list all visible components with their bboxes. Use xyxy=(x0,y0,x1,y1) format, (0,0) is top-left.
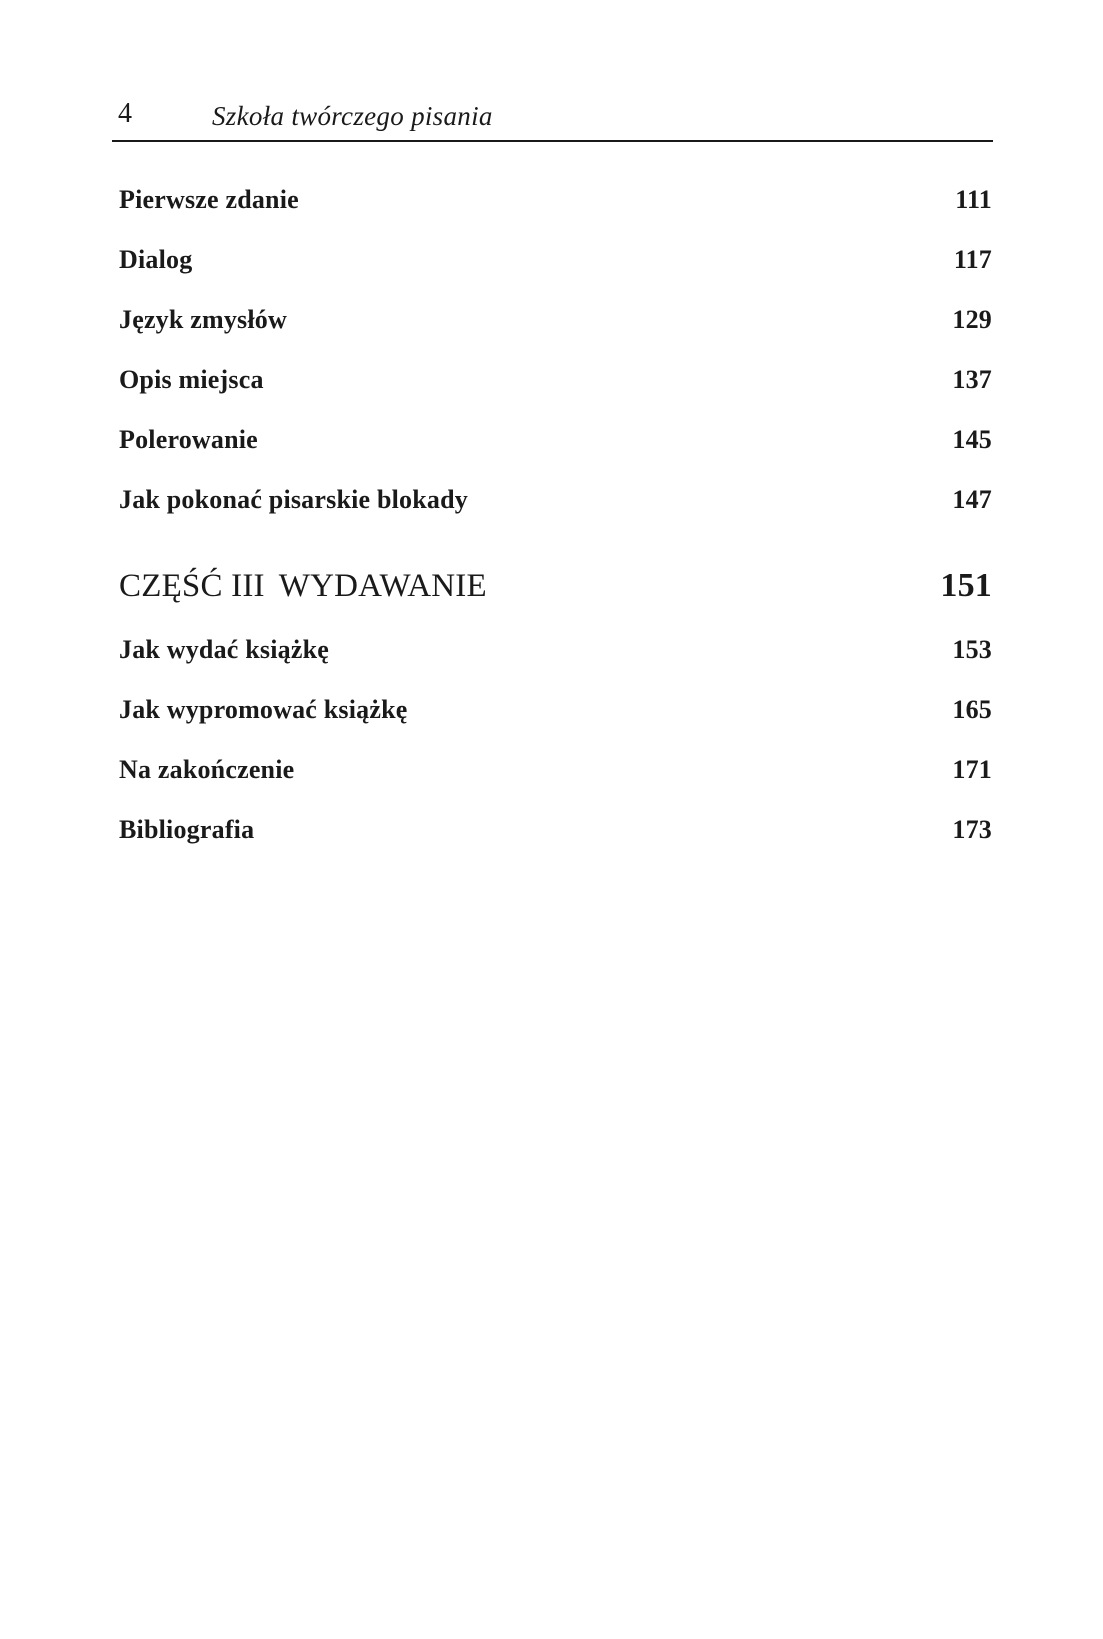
running-header xyxy=(112,96,993,142)
toc-entry-page: 173 xyxy=(952,815,992,844)
toc-entry[interactable] xyxy=(119,750,992,790)
toc-entry[interactable] xyxy=(119,630,992,670)
toc-entry[interactable] xyxy=(119,420,992,460)
toc-entry-title: Opis miejsca xyxy=(119,365,264,394)
toc-entry-page: 129 xyxy=(952,305,992,334)
part-name: WYDAWANIE xyxy=(278,567,487,604)
toc-entry[interactable] xyxy=(119,480,992,520)
toc-entry[interactable] xyxy=(119,810,992,850)
toc-entry-page: 117 xyxy=(953,245,992,274)
toc-entry-title: Bibliografia xyxy=(119,815,255,844)
toc-entry[interactable] xyxy=(119,690,992,730)
toc-entry[interactable] xyxy=(119,240,992,280)
toc-entry-title: Jak wydać książkę xyxy=(119,635,329,664)
toc-entry-title: Język zmysłów xyxy=(119,305,287,334)
part-number: CZĘŚĆ III xyxy=(119,567,265,604)
toc-entry-page: 153 xyxy=(952,635,992,664)
toc-entry[interactable] xyxy=(119,360,992,400)
toc-entry-title: Na zakończenie xyxy=(119,755,295,784)
toc-entry-title: Polerowanie xyxy=(119,425,258,454)
toc-entry-page: 145 xyxy=(952,425,992,454)
toc-part-title xyxy=(119,568,487,605)
toc-entry-title: Jak wypromować książkę xyxy=(119,695,408,724)
toc-entry[interactable] xyxy=(119,300,992,340)
toc-entry-title: Jak pokonać pisarskie blokady xyxy=(119,485,468,514)
toc-entry-page: 165 xyxy=(952,695,992,724)
page-number: 4 xyxy=(118,98,132,129)
toc-entry-page: 111 xyxy=(955,185,992,214)
running-title: Szkoła twórczego pisania xyxy=(212,101,493,131)
toc-entry-page: 147 xyxy=(952,485,992,514)
toc-entry-title: Pierwsze zdanie xyxy=(119,185,299,214)
toc-entry-page: 137 xyxy=(952,365,992,394)
toc-part-page: 151 xyxy=(940,567,992,604)
toc-entry-title: Dialog xyxy=(119,245,193,274)
toc-part-heading[interactable] xyxy=(119,562,992,610)
toc-entry[interactable] xyxy=(119,180,992,220)
toc-entry-page: 171 xyxy=(952,755,992,784)
